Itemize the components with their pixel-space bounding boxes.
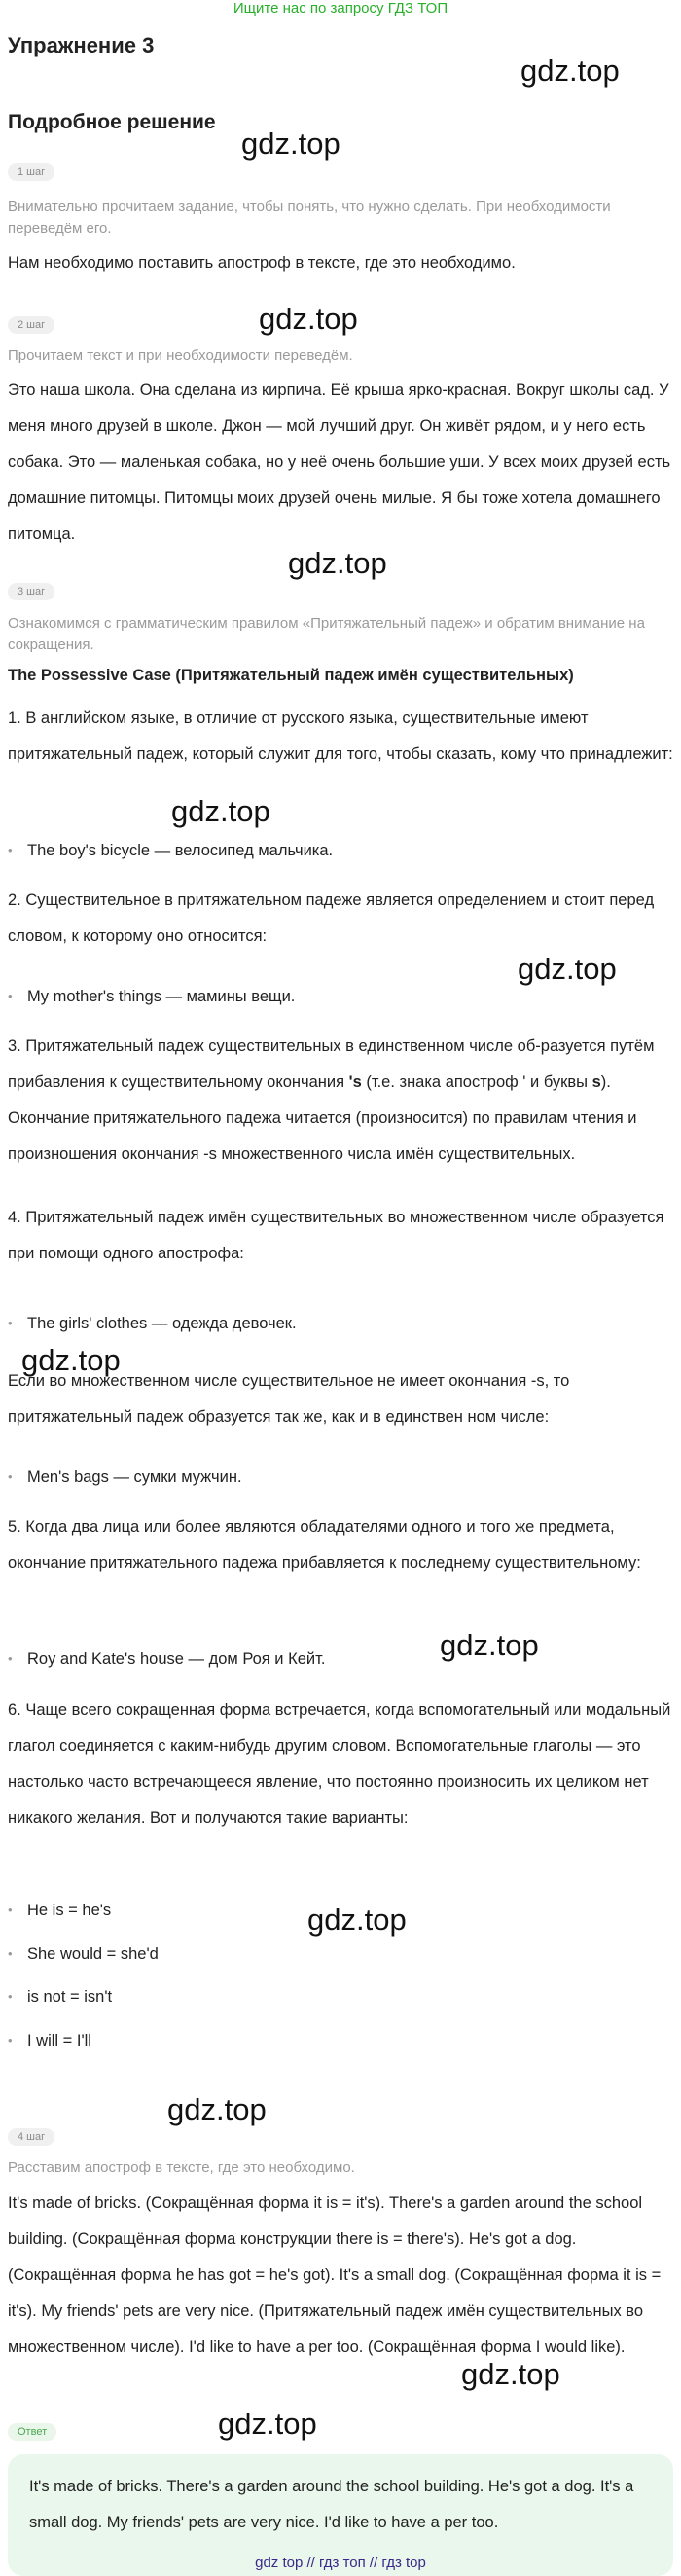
step-badge: 2 шаг	[8, 316, 54, 334]
list-item: • Roy and Kate's house — дом Роя и Кейт.	[27, 1648, 325, 1671]
watermark: gdz.top	[288, 546, 387, 580]
exercise-title: Упражнение 3	[8, 33, 155, 57]
watermark: gdz.top	[259, 302, 358, 336]
list-item: • Men's bags — сумки мужчин.	[27, 1466, 242, 1489]
rule-paragraph: Если во множественном числе существительное не имеет окончания -s, то притяжательный падеж образуется так же, как и в единствен ном числе:	[8, 1372, 570, 1426]
step-hint: Расставим апостроф в тексте, где это необходимо.	[8, 2159, 355, 2176]
answer-text: It's made of bricks. There's a garden around the school building. He's got a dog. It's a small dog. My friends' pets are very nice. I'd like to have a per too.	[29, 2478, 634, 2531]
rule-paragraph: 3. Притяжательный падеж существительных в единственном числе об-разуется путём прибавления к существительному окончания 's (т.е. знака апостроф ' и буквы s). Окончание притяжательного падежа читается (произносится) по правилам чтения и произношения окончания -s множественного числа имён существительных.	[8, 1037, 655, 1163]
watermark: gdz.top	[167, 2092, 267, 2126]
step-text: Это наша школа. Она сделана из кирпича. Её крыша ярко-красная. Вокруг школы сад. У меня много друзей в школе. Джон — мой лучший друг. Он живёт рядом, и у него есть собака. Это — маленькая собака, но у неё очень большие уши. У всех моих друзей есть домашние питомцы. Питомцы моих друзей очень милые. Я бы тоже хотела домашнего питомца.	[8, 381, 671, 543]
list-item: • The boy's bicycle — велосипед мальчика.	[27, 839, 333, 862]
step-hint: Внимательно прочитаем задание, чтобы понять, что нужно сделать. При необходимости переведём его.	[8, 199, 611, 236]
watermark: gdz.top	[241, 127, 340, 161]
step-hint: Ознакомимся с грамматическим правилом «Притяжательный падеж» и обратим внимание на сокращения.	[8, 615, 645, 653]
rule-paragraph: 5. Когда два лица или более являются обладателями одного и того же предмета, окончание притяжательного падежа прибавляется к последнему существительному:	[8, 1518, 641, 1572]
watermark: gdz.top	[307, 1903, 407, 1937]
watermark: gdz.top	[218, 2407, 317, 2441]
rule-paragraph: 4. Притяжательный падеж имён существительных во множественном числе образуется при помощи одного апострофа:	[8, 1209, 664, 1262]
rule-title: The Possessive Case (Притяжательный падеж имён существительных)	[8, 667, 574, 684]
step-badge: 3 шаг	[8, 583, 54, 600]
list-item: • She would = she'd	[27, 1942, 159, 1966]
answer-badge: Ответ	[8, 2423, 56, 2441]
watermark: gdz.top	[171, 794, 270, 828]
step-badge: 1 шаг	[8, 163, 54, 181]
watermark: gdz.top	[518, 952, 617, 986]
section-title: Подробное решение	[8, 111, 216, 133]
rule-paragraph: 2. Существительное в притяжательном падеже является определением и стоит перед словом, к которому оно относится:	[8, 891, 655, 945]
list-item: • is not = isn't	[27, 1985, 112, 2009]
watermark: gdz.top	[440, 1628, 539, 1662]
watermark: gdz.top	[21, 1343, 121, 1377]
list-item: • I will = I'll	[27, 2029, 91, 2052]
step-hint: Прочитаем текст и при необходимости переведём.	[8, 347, 353, 364]
rule-paragraph: 6. Чаще всего сокращенная форма встречается, когда вспомогательный или модальный глагол соединяется с каким-нибудь другим словом. Вспомогательные глаголы — это настолько часто встречающееся явление, что постоянно произносить их целиком нет никакого желания. Вот и получаются такие варианты:	[8, 1701, 671, 1827]
list-item: • The girls' clothes — одежда девочек.	[27, 1312, 297, 1335]
watermark: gdz.top	[461, 2357, 560, 2391]
footer-links[interactable]: gdz top // гдз топ // гдз top	[255, 2555, 426, 2571]
list-item: • My mother's things — мамины вещи.	[27, 985, 295, 1008]
list-item: • He is = he's	[27, 1899, 111, 1922]
watermark: gdz.top	[520, 54, 620, 88]
rule-paragraph: 1. В английском языке, в отличие от русского языка, существительные имеют притяжательный падеж, который служит для того, чтобы сказать, кому что принадлежит:	[8, 709, 673, 763]
search-banner[interactable]: Ищите нас по запросу ГДЗ ТОП	[233, 0, 448, 17]
step-text: Нам необходимо поставить апостроф в тексте, где это необходимо.	[8, 254, 516, 272]
step-badge: 4 шаг	[8, 2128, 54, 2146]
step-text: It's made of bricks. (Сокращённая форма it is = it's). There's a garden around the school building. (Сокращённая форма конструкции there is = there's). He's got a dog. (Сокращённая форма he has got = he's got). It's a small dog. (Сокращённая форма it is = it's). My friends' pets are very nice. (Притяжательный падеж имён существительных во множественном числе). I'd like to have a per too. (Сокращённая форма I would like).	[8, 2195, 662, 2356]
